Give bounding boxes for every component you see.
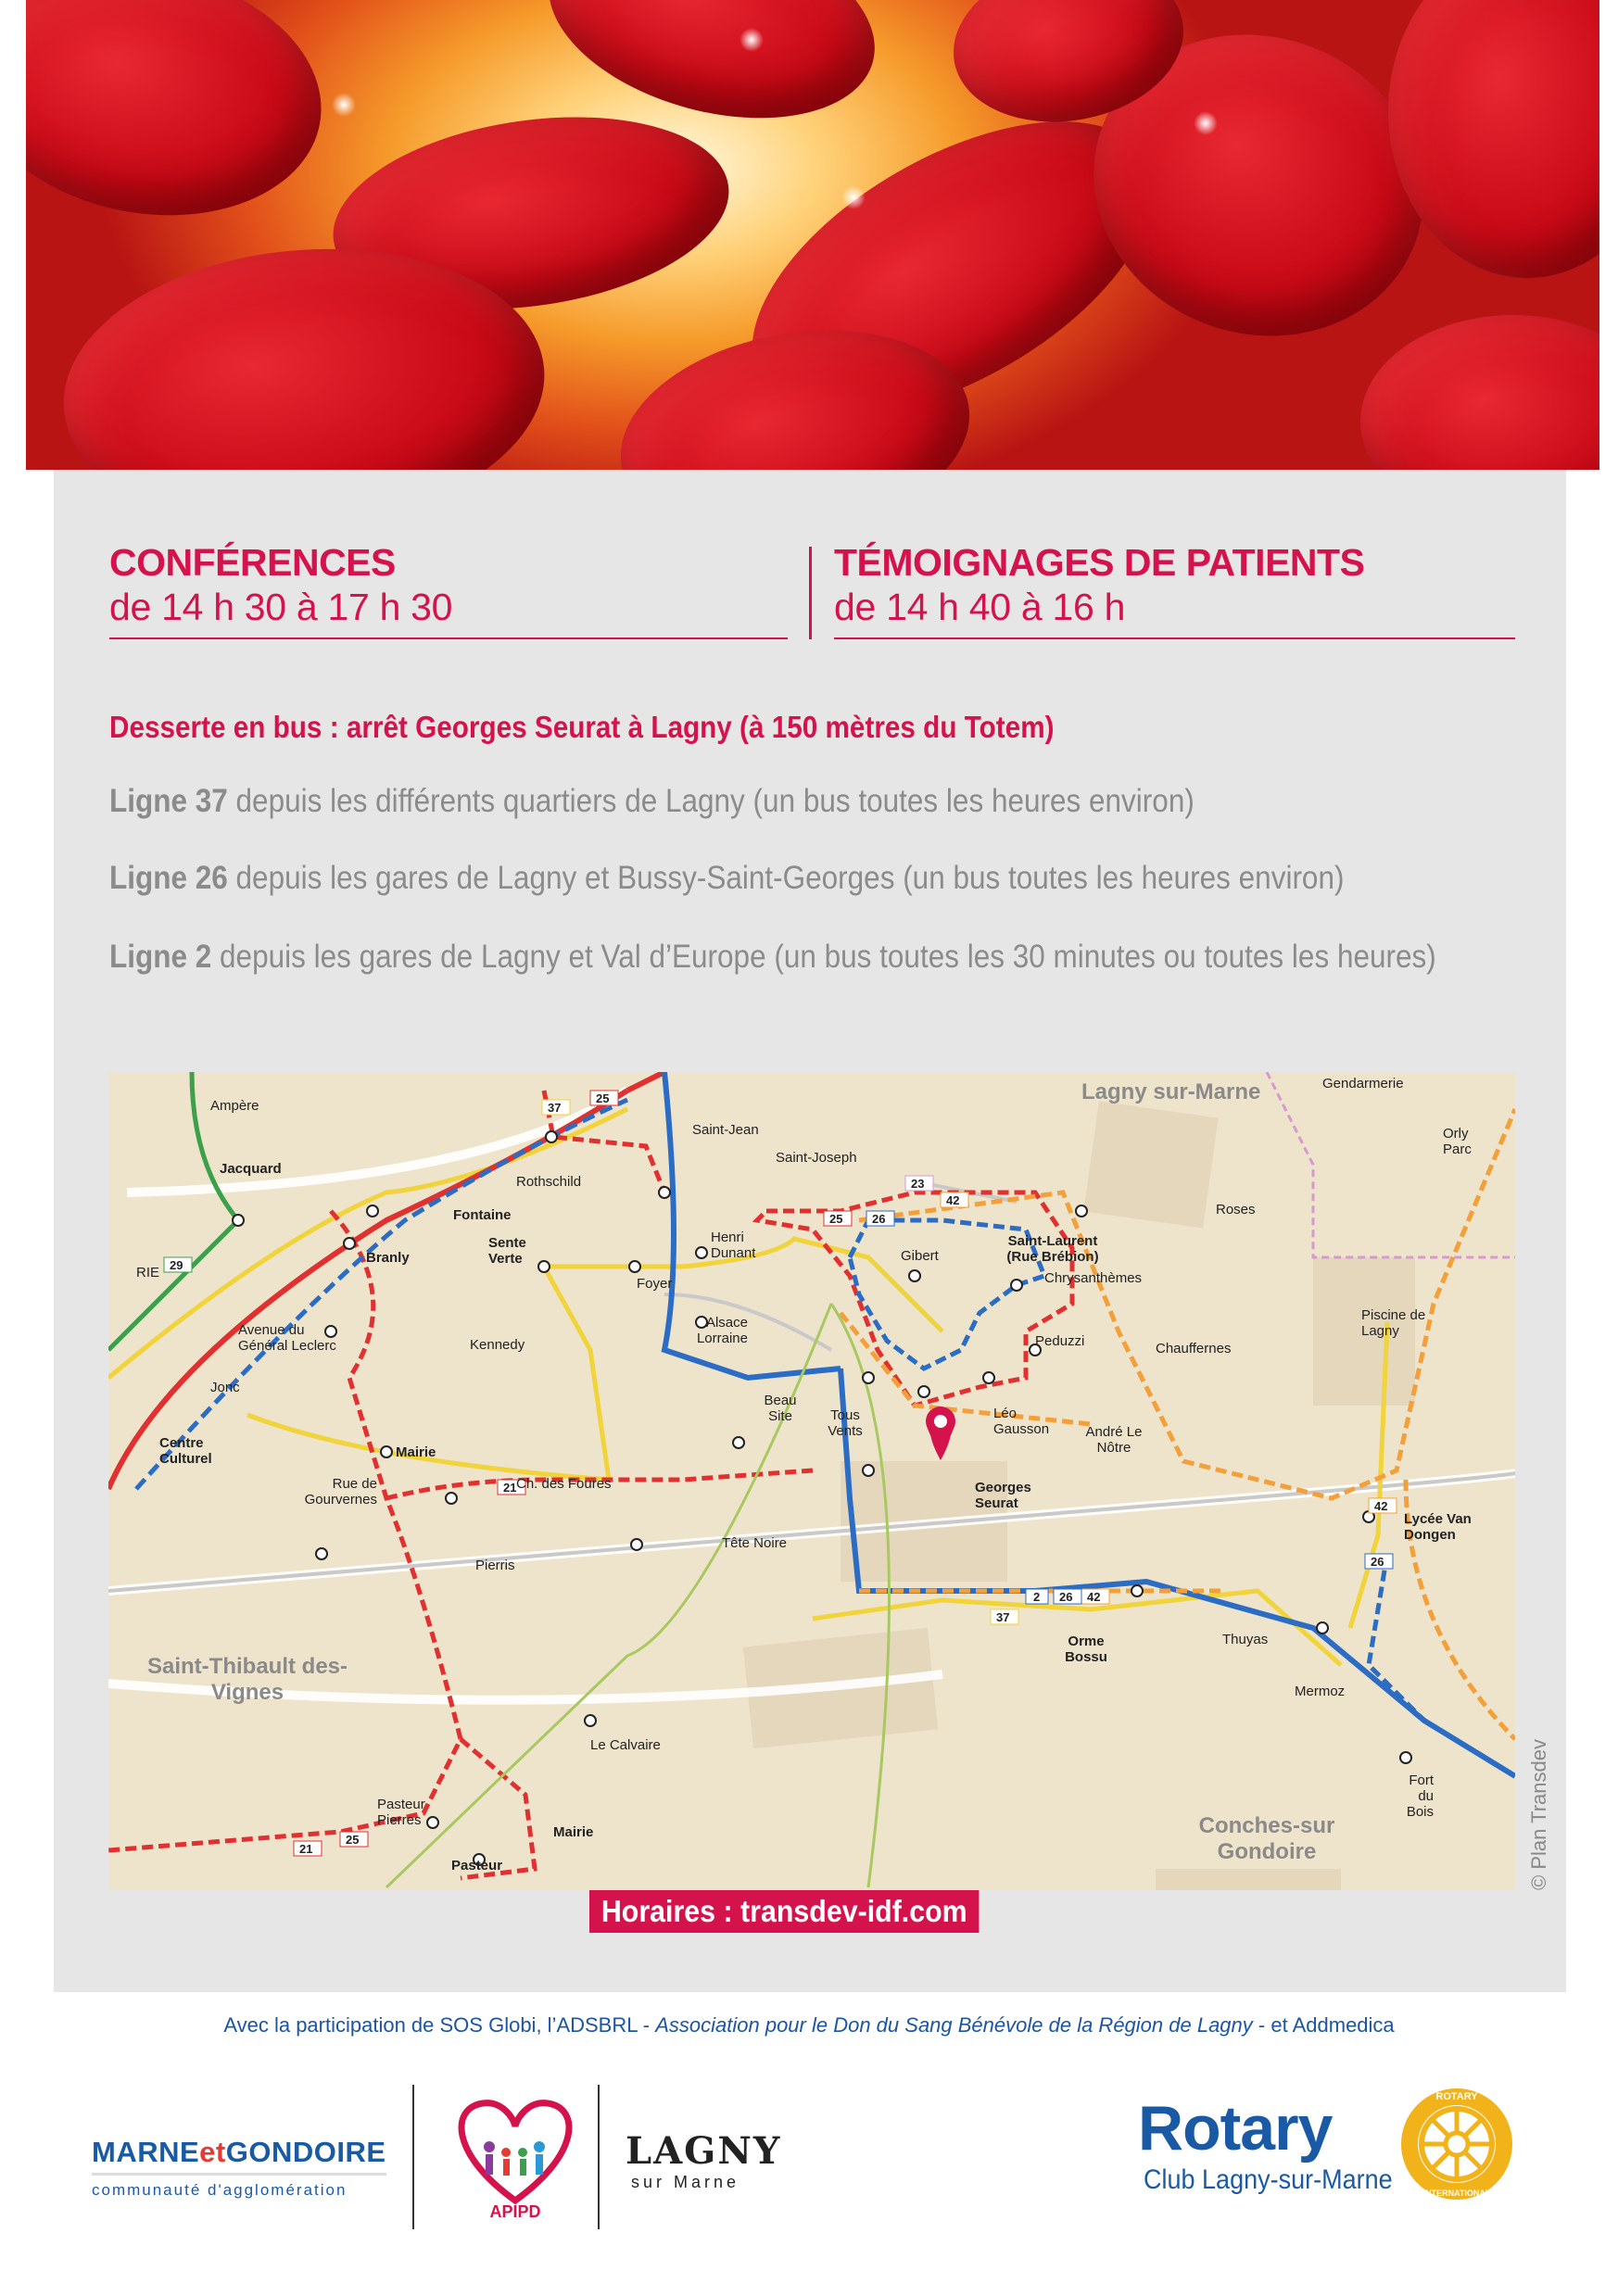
stop-label: Pasteur [451,1858,503,1873]
marne-et-gondoire-logo: MARNEetGONDOIRE communauté d'agglomération [92,2136,386,2199]
line-name: Ligne 2 [109,939,212,975]
stop-label: Kennedy [470,1337,525,1353]
stop-label: Le Calvaire [590,1737,661,1753]
stop-label: Saint-Laurent (Rue Brébion) [1006,1233,1099,1265]
stop-label: Centre Culturel [159,1435,212,1467]
association-name: Association pour le Don du Sang Bénévole de la Région de Lagny [655,2013,1253,2037]
town-label: Saint-Thibault des-Vignes [147,1654,348,1705]
line-name: Ligne 37 [109,783,228,819]
stop-label: Mairie [553,1824,594,1840]
town-label: Conches-sur Gondoire [1198,1813,1335,1864]
conferences-title: CONFÉRENCES [109,541,396,584]
svg-text:25: 25 [596,1091,610,1105]
line-description: depuis les gares de Lagny et Bussy-Saint-Georges (un bus toutes les heures environ) [227,860,1345,896]
stop-label: RIE [136,1265,160,1280]
svg-text:21: 21 [503,1481,517,1495]
stop-label: Tous Vents [828,1407,863,1439]
svg-text:INTERNATIONAL: INTERNATIONAL [1422,2189,1491,2198]
stop-label: Roses [1216,1202,1256,1217]
stop-label: Beau Site [764,1393,797,1424]
stop-label: Lycée Van Dongen [1404,1511,1472,1543]
stop-label: Rue de Gourvernes [304,1476,377,1508]
line-name: Ligne 26 [109,860,228,896]
svg-text:2: 2 [1033,1590,1041,1604]
stop-label: Ch. des Foures [516,1476,612,1492]
hero-banner-blood-cells [26,0,1599,470]
light-sparkle [332,93,356,117]
rotary-logo: Rotary Club Lagny-sur-Marne [1138,2093,1393,2195]
line-description: depuis les gares de Lagny et Val d’Europe (un bus toutes les 30 minutes ou toutes les heures) [211,939,1436,975]
stop-label: Léo Gausson [993,1406,1050,1437]
bus-route-map [108,1072,1515,1890]
blood-cell [1360,315,1599,470]
stop-label: Chauffernes [1156,1341,1232,1356]
svg-text:26: 26 [1059,1590,1073,1604]
temoignages-time: de 14 h 40 à 16 h [834,586,1126,628]
schedule-link[interactable]: Horaires : transdev-idf.com [589,1890,980,1933]
svg-text:26: 26 [872,1212,886,1226]
stop-label: Fontaine [453,1207,512,1223]
divider [834,637,1515,639]
stop-label: Jonc [210,1380,240,1395]
stop-label: Foyer [637,1276,673,1292]
stop-label: Thuyas [1222,1632,1269,1647]
svg-text:42: 42 [1087,1590,1101,1604]
svg-text:23: 23 [911,1177,925,1191]
stop-label: Orme Bossu [1065,1634,1107,1665]
light-sparkle [739,28,764,52]
apipd-logo [432,2089,599,2228]
stop-label: Henri Dunant [711,1230,756,1261]
blood-cell [1388,0,1599,278]
stop-label: Saint-Joseph [776,1150,857,1166]
temoignages-title: TÉMOIGNAGES DE PATIENTS [834,541,1365,584]
map-credit: © Plan Transdev [1527,1739,1550,1890]
svg-text:29: 29 [170,1258,183,1272]
stop-label: Rothschild [516,1174,582,1190]
svg-text:APIPD: APIPD [489,2202,541,2221]
svg-text:25: 25 [346,1833,360,1847]
lagny-logo: LAGNY sur Marne [626,2129,782,2191]
svg-text:42: 42 [946,1193,960,1207]
svg-text:37: 37 [548,1101,562,1115]
bus-line-37 [109,778,1444,825]
stop-label: Ampère [210,1098,259,1114]
temoignages-block [834,541,1515,639]
stop-label: Gendarmerie [1322,1076,1404,1091]
stop-label: Sente Verte [488,1235,526,1267]
stop-label: Mairie [396,1444,436,1460]
logo-separator [598,2085,600,2229]
blood-cell [26,0,341,242]
divider [109,637,788,639]
stop-label: André Le Nôtre [1085,1424,1143,1456]
stop-label: Gibert [901,1248,939,1264]
bus-line-2 [109,934,1536,980]
vertical-divider [809,547,812,639]
bus-line-26 [109,855,1444,902]
stop-label: Peduzzi [1035,1333,1085,1349]
svg-text:25: 25 [829,1212,843,1226]
light-sparkle [841,185,866,209]
stop-label: Avenue du Général Leclerc [238,1322,336,1354]
rotary-wheel-icon [1397,2085,1516,2203]
svg-text:26: 26 [1371,1555,1384,1569]
stop-label: Fort du Bois [1406,1772,1434,1820]
svg-text:37: 37 [996,1610,1010,1624]
svg-text:42: 42 [1374,1499,1388,1513]
svg-text:ROTARY: ROTARY [1435,2091,1478,2102]
bus-access-heading: Desserte en bus : arrêt Georges Seurat à Lagny (à 150 mètres du Totem) [109,710,1055,744]
logo-separator [412,2085,414,2229]
stop-label: Georges Seurat [975,1480,1031,1511]
conferences-time: de 14 h 30 à 17 h 30 [109,586,453,628]
stop-label: Piscine de Lagny [1361,1307,1426,1339]
stop-label: Alsace Lorraine [696,1315,748,1346]
conferences-block [109,541,788,639]
stop-label: Saint-Jean [692,1122,759,1138]
stop-label: Chrysanthèmes [1044,1270,1143,1286]
stop-label: Pierris [475,1558,515,1573]
stop-label: Mermoz [1295,1684,1346,1699]
stop-label: Jacquard [220,1161,282,1177]
town-label: Lagny sur-Marne [1081,1079,1261,1104]
svg-text:21: 21 [299,1842,313,1856]
participation-line: Avec la participation de SOS Globi, l’ADSBRL - Association pour le Don du Sang Bénévole de la Région de Lagny - et Addmedica [223,2013,1395,2037]
line-description: depuis les différents quartiers de Lagny (un bus toutes les heures environ) [227,783,1195,819]
stop-label: Branly [366,1250,410,1266]
stop-label: Pasteur Pierres [377,1797,425,1828]
light-sparkle [1194,111,1218,135]
stop-label: Tête Noire [722,1535,788,1551]
stop-label: Orly Parc [1443,1126,1472,1157]
